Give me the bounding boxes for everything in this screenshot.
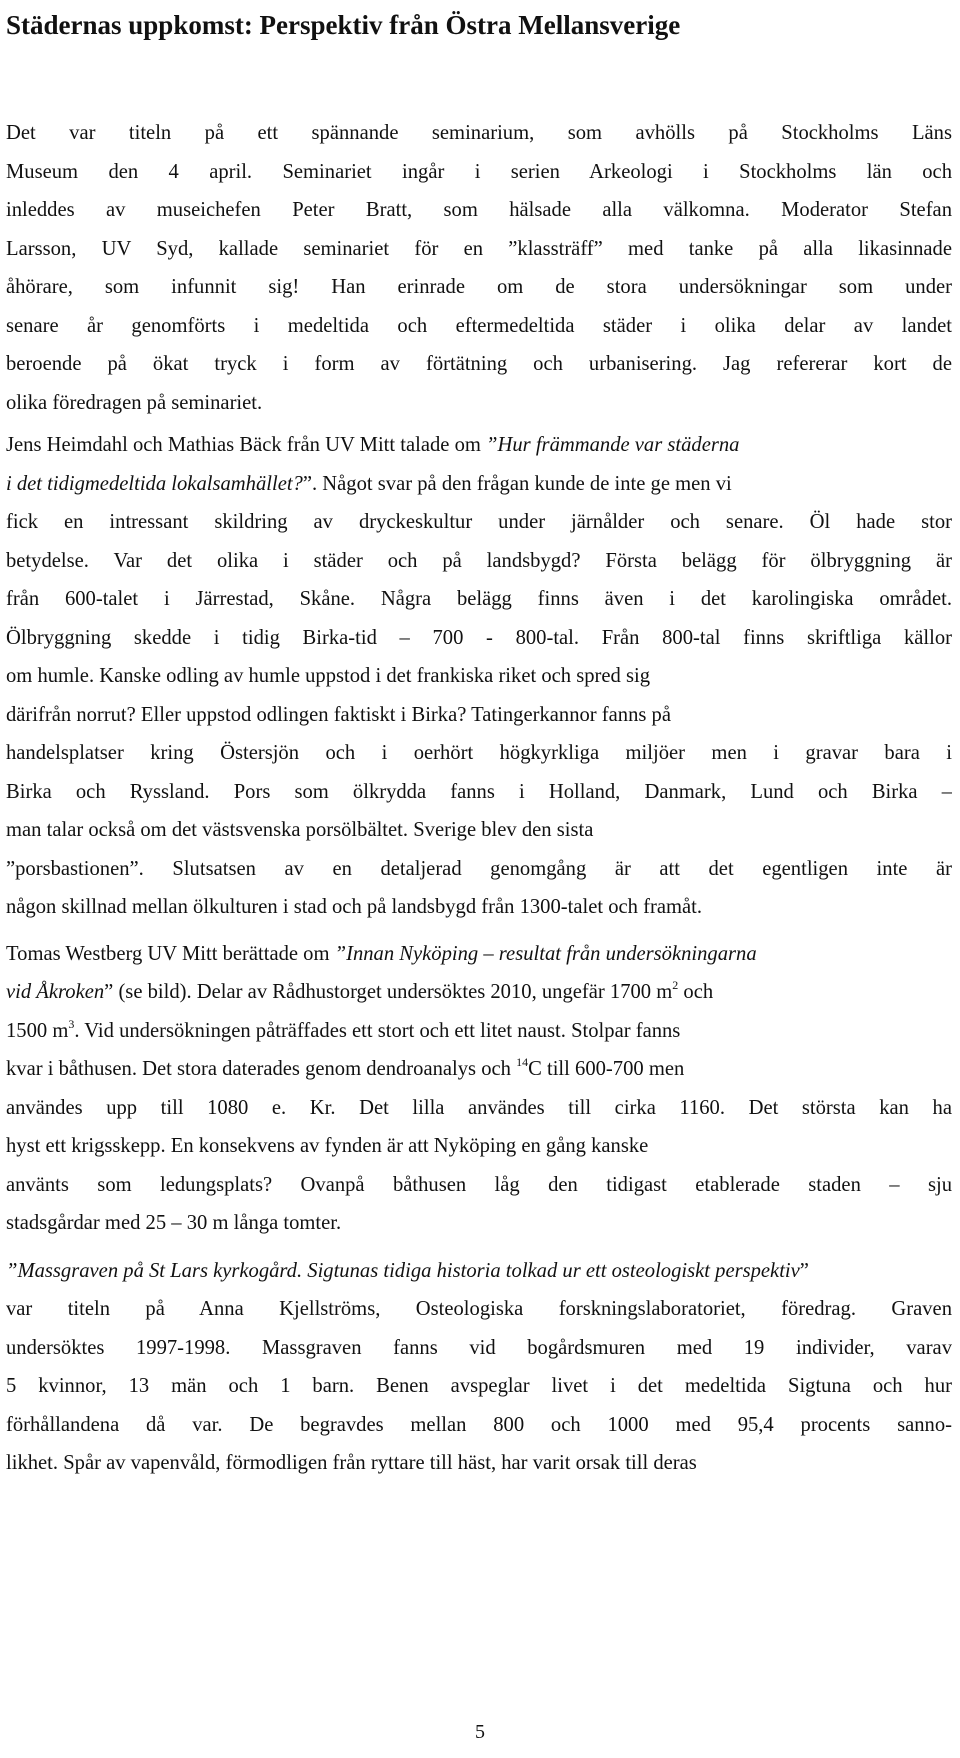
paragraph-westberg	[6, 935, 952, 1243]
text-segment: 1500 m	[6, 1019, 69, 1042]
text-line: Museum den 4 april. Seminariet ingår i serien Arkeologi i Stockholms län och	[6, 160, 952, 183]
text-segment: ” (se bild). Delar av Rådhustorget undersöktes 2010, ungefär 1700 m	[104, 981, 673, 1003]
text-line: någon skillnad mellan ölkulturen i stad och på landsbygd från 1300-talet och framåt.	[6, 896, 702, 918]
text-line: stadsgårdar med 25 – 30 m långa tomter.	[6, 1212, 342, 1234]
text-line	[6, 1252, 952, 1291]
text-line	[6, 1012, 952, 1051]
text-segment: och	[678, 981, 714, 1003]
text-line: användes upp till 1080 e. Kr. Det lilla användes till cirka 1160. Det största kan ha	[6, 1096, 952, 1119]
talk-title: ”Innan Nyköping – resultat från undersökningarna	[334, 942, 757, 965]
text-line: 5 kvinnor, 13 män och 1 barn. Benen avspeglar livet i det medeltida Sigtuna och hur	[6, 1375, 952, 1397]
text-line: senare år genomförts i medeltida och eftermedeltida städer i olika delar av landet	[6, 314, 952, 337]
talk-title: ”Massgraven på St Lars kyrkogård. Sigtunas tidiga historia tolkad ur ett osteologiskt perspektiv	[6, 1259, 800, 1282]
text-segment: Tomas Westberg UV Mitt berättade om	[6, 942, 335, 965]
document-title: Städernas uppkomst: Perspektiv från Östra Mellansverige	[6, 10, 681, 40]
text-line: därifrån norrut? Eller uppstod odlingen faktiskt i Birka? Tatingerkannor fanns på	[6, 703, 671, 726]
text-line: fick en intressant skildring av dryckeskultur under järnålder och senare. Öl hade stor	[6, 511, 952, 533]
text-line: var titeln på Anna Kjellströms, Osteologiska forskningslaboratoriet, föredrag. Graven	[6, 1298, 952, 1320]
text-line: Birka och Ryssland. Pors som ölkrydda fanns i Holland, Danmark, Lund och Birka –	[6, 780, 952, 803]
text-line: från 600-talet i Järrestad, Skåne. Några belägg finns även i det karolingiska området.	[6, 588, 952, 610]
text-line: olika föredragen på seminariet.	[6, 391, 263, 414]
text-line: handelsplatser kring Östersjön och i oerhört högkyrkliga miljöer men i gravar bara i	[6, 742, 952, 764]
text-line: åhörare, som infunnit sig! Han erinrade om de stora undersökningar som under	[6, 276, 952, 298]
paragraph-kjellstrom	[6, 1252, 952, 1483]
text-segment: ”	[799, 1259, 809, 1282]
paragraph-seminar-intro	[6, 114, 952, 422]
text-segment: ”. Något svar på den frågan kunde de inte ge men vi	[302, 472, 732, 495]
talk-title: vid Åkroken	[6, 981, 105, 1003]
text-line: förhållandena då var. De begravdes mellan 800 och 1000 med 95,4 procents sanno-	[6, 1413, 952, 1436]
page-number: 5	[475, 1721, 485, 1743]
text-segment: . Vid undersökningen påträffades ett stort och ett litet naust. Stolpar fanns	[74, 1019, 681, 1042]
text-line: betydelse. Var det olika i städer och på landsbygd? Första belägg för ölbryggning är	[6, 549, 952, 572]
text-line: Larsson, UV Syd, kallade seminariet för en ”klassträff” med tanke på alla likasinnade	[6, 237, 952, 260]
text-line	[6, 465, 952, 504]
text-line: ”porsbastionen”. Slutsatsen av en detaljerad genomgång är att det egentligen inte är	[6, 857, 952, 880]
text-segment: Jens Heimdahl och Mathias Bäck från UV Mitt talade om	[6, 434, 487, 456]
text-line	[6, 1050, 952, 1089]
talk-title: i det tidigmedeltida lokalsamhället?	[6, 472, 303, 495]
text-line	[6, 426, 952, 465]
paragraph-heimdahl-back	[6, 426, 952, 927]
text-line: man talar också om det västsvenska porsölbältet. Sverige blev den sista	[6, 819, 594, 841]
text-line: inleddes av museichefen Peter Bratt, som hälsade alla välkomna. Moderator Stefan	[6, 199, 952, 221]
text-line: hyst ett krigsskepp. En konsekvens av fynden är att Nyköping en gång kanske	[6, 1135, 649, 1157]
text-segment: C till 600-700 men	[528, 1058, 685, 1080]
superscript: 2	[672, 978, 679, 992]
text-line: använts som ledungsplats? Ovanpå båthusen låg den tidigast etablerade staden – sju	[6, 1173, 952, 1196]
superscript: 14	[516, 1055, 529, 1069]
superscript: 3	[68, 1016, 75, 1031]
text-line: likhet. Spår av vapenvåld, förmodligen från ryttare till häst, har varit orsak till deras	[6, 1452, 697, 1474]
text-line: Ölbryggning skedde i tidig Birka-tid – 700 - 800-tal. Från 800-tal finns skriftliga källor	[6, 626, 952, 649]
text-line	[6, 935, 952, 974]
talk-title: ”Hur främmande var städerna	[486, 434, 740, 456]
text-segment: kvar i båthusen. Det stora daterades genom dendroanalys och	[6, 1058, 517, 1080]
text-line	[6, 973, 952, 1012]
text-line: om humle. Kanske odling av humle uppstod i det frankiska riket och spred sig	[6, 665, 651, 687]
document-body	[6, 114, 952, 1483]
text-line: Det var titeln på ett spännande seminarium, som avhölls på Stockholms Läns	[6, 122, 952, 144]
text-line: beroende på ökat tryck i form av förtätning och urbanisering. Jag refererar kort de	[6, 353, 952, 375]
text-line: undersöktes 1997-1998. Massgraven fanns vid bogårdsmuren med 19 individer, varav	[6, 1336, 952, 1359]
